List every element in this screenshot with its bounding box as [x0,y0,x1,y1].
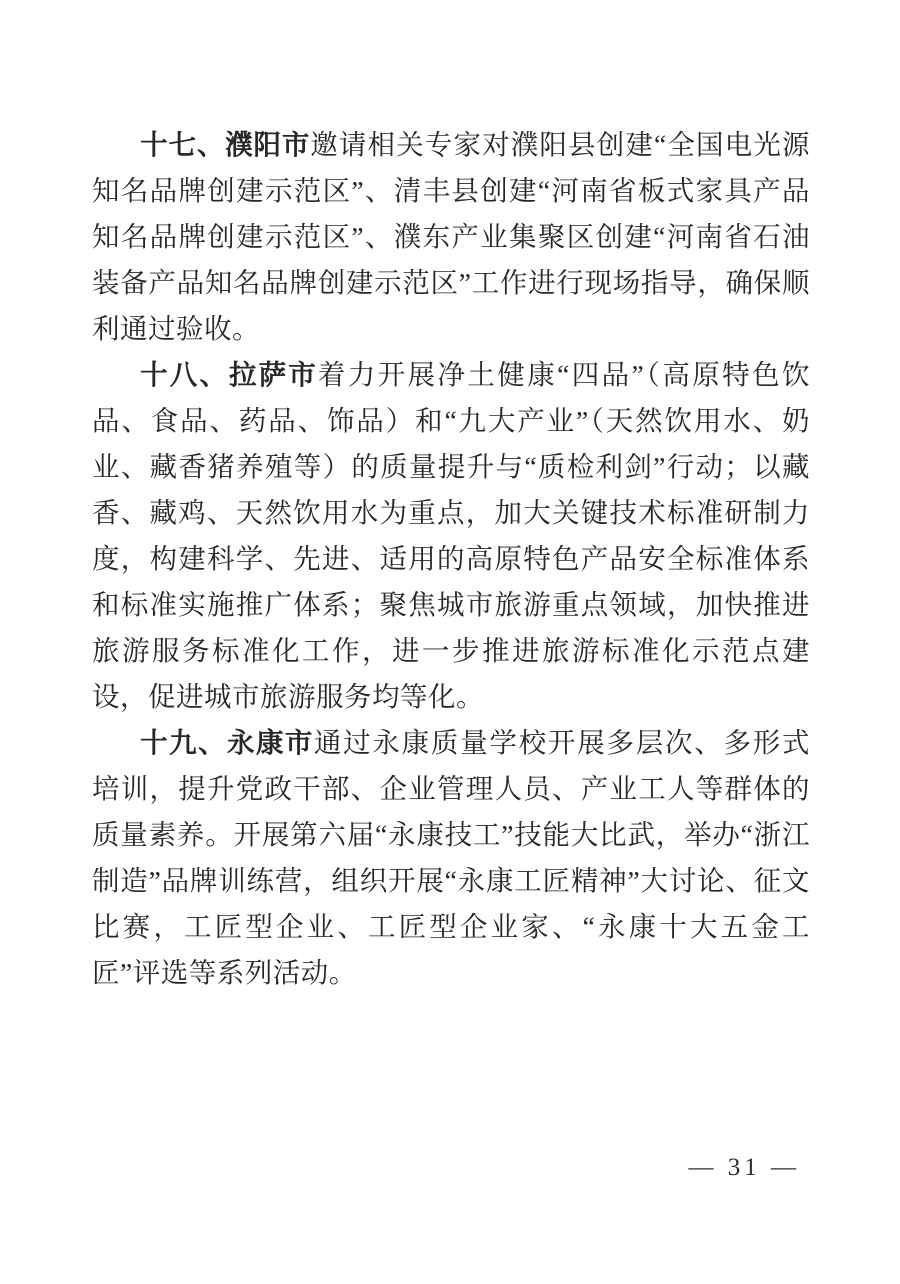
paragraph-19-yongkang [92,720,810,996]
paragraph-text: 着力开展净土健康“四品”（高原特色饮品、食品、药品、饰品）和“九大产业”（天然饮用水、奶业、藏香猪养殖等）的质量提升与“质检利剑”行动；以藏香、藏鸡、天然饮用水为重点，加大关键技术标准研制力度，构建科学、先进、适用的高原特色产品安全标准体系和标准实施推广体系；聚焦城市旅游重点领域，加快推进旅游服务标准化工作，进一步推进旅游标准化示范点建设，促进城市旅游服务均等化。 [92,359,810,712]
paragraph-lead: 十八、拉萨市 [140,359,318,390]
paragraph-18-lasa [92,352,810,720]
page-number: — 31 — [688,1154,800,1181]
paragraph-text: 邀请相关专家对濮阳县创建“全国电光源知名品牌创建示范区”、清丰县创建“河南省板式家具产品知名品牌创建示范区”、濮东产业集聚区创建“河南省石油装备产品知名品牌创建示范区”工作进行现场指导，确保顺利通过验收。 [92,129,810,344]
paragraph-17-puyang [92,122,810,352]
paragraph-text: 通过永康质量学校开展多层次、多形式培训，提升党政干部、企业管理人员、产业工人等群体的质量素养。开展第六届“永康技工”技能大比武，举办“浙江制造”品牌训练营，组织开展“永康工匠精神”大讨论、征文比赛，工匠型企业、工匠型企业家、“永康十大五金工匠”评选等系列活动。 [92,727,810,988]
paragraph-lead: 十九、永康市 [140,727,314,758]
paragraph-lead: 十七、濮阳市 [140,129,311,160]
document-body [92,122,810,996]
